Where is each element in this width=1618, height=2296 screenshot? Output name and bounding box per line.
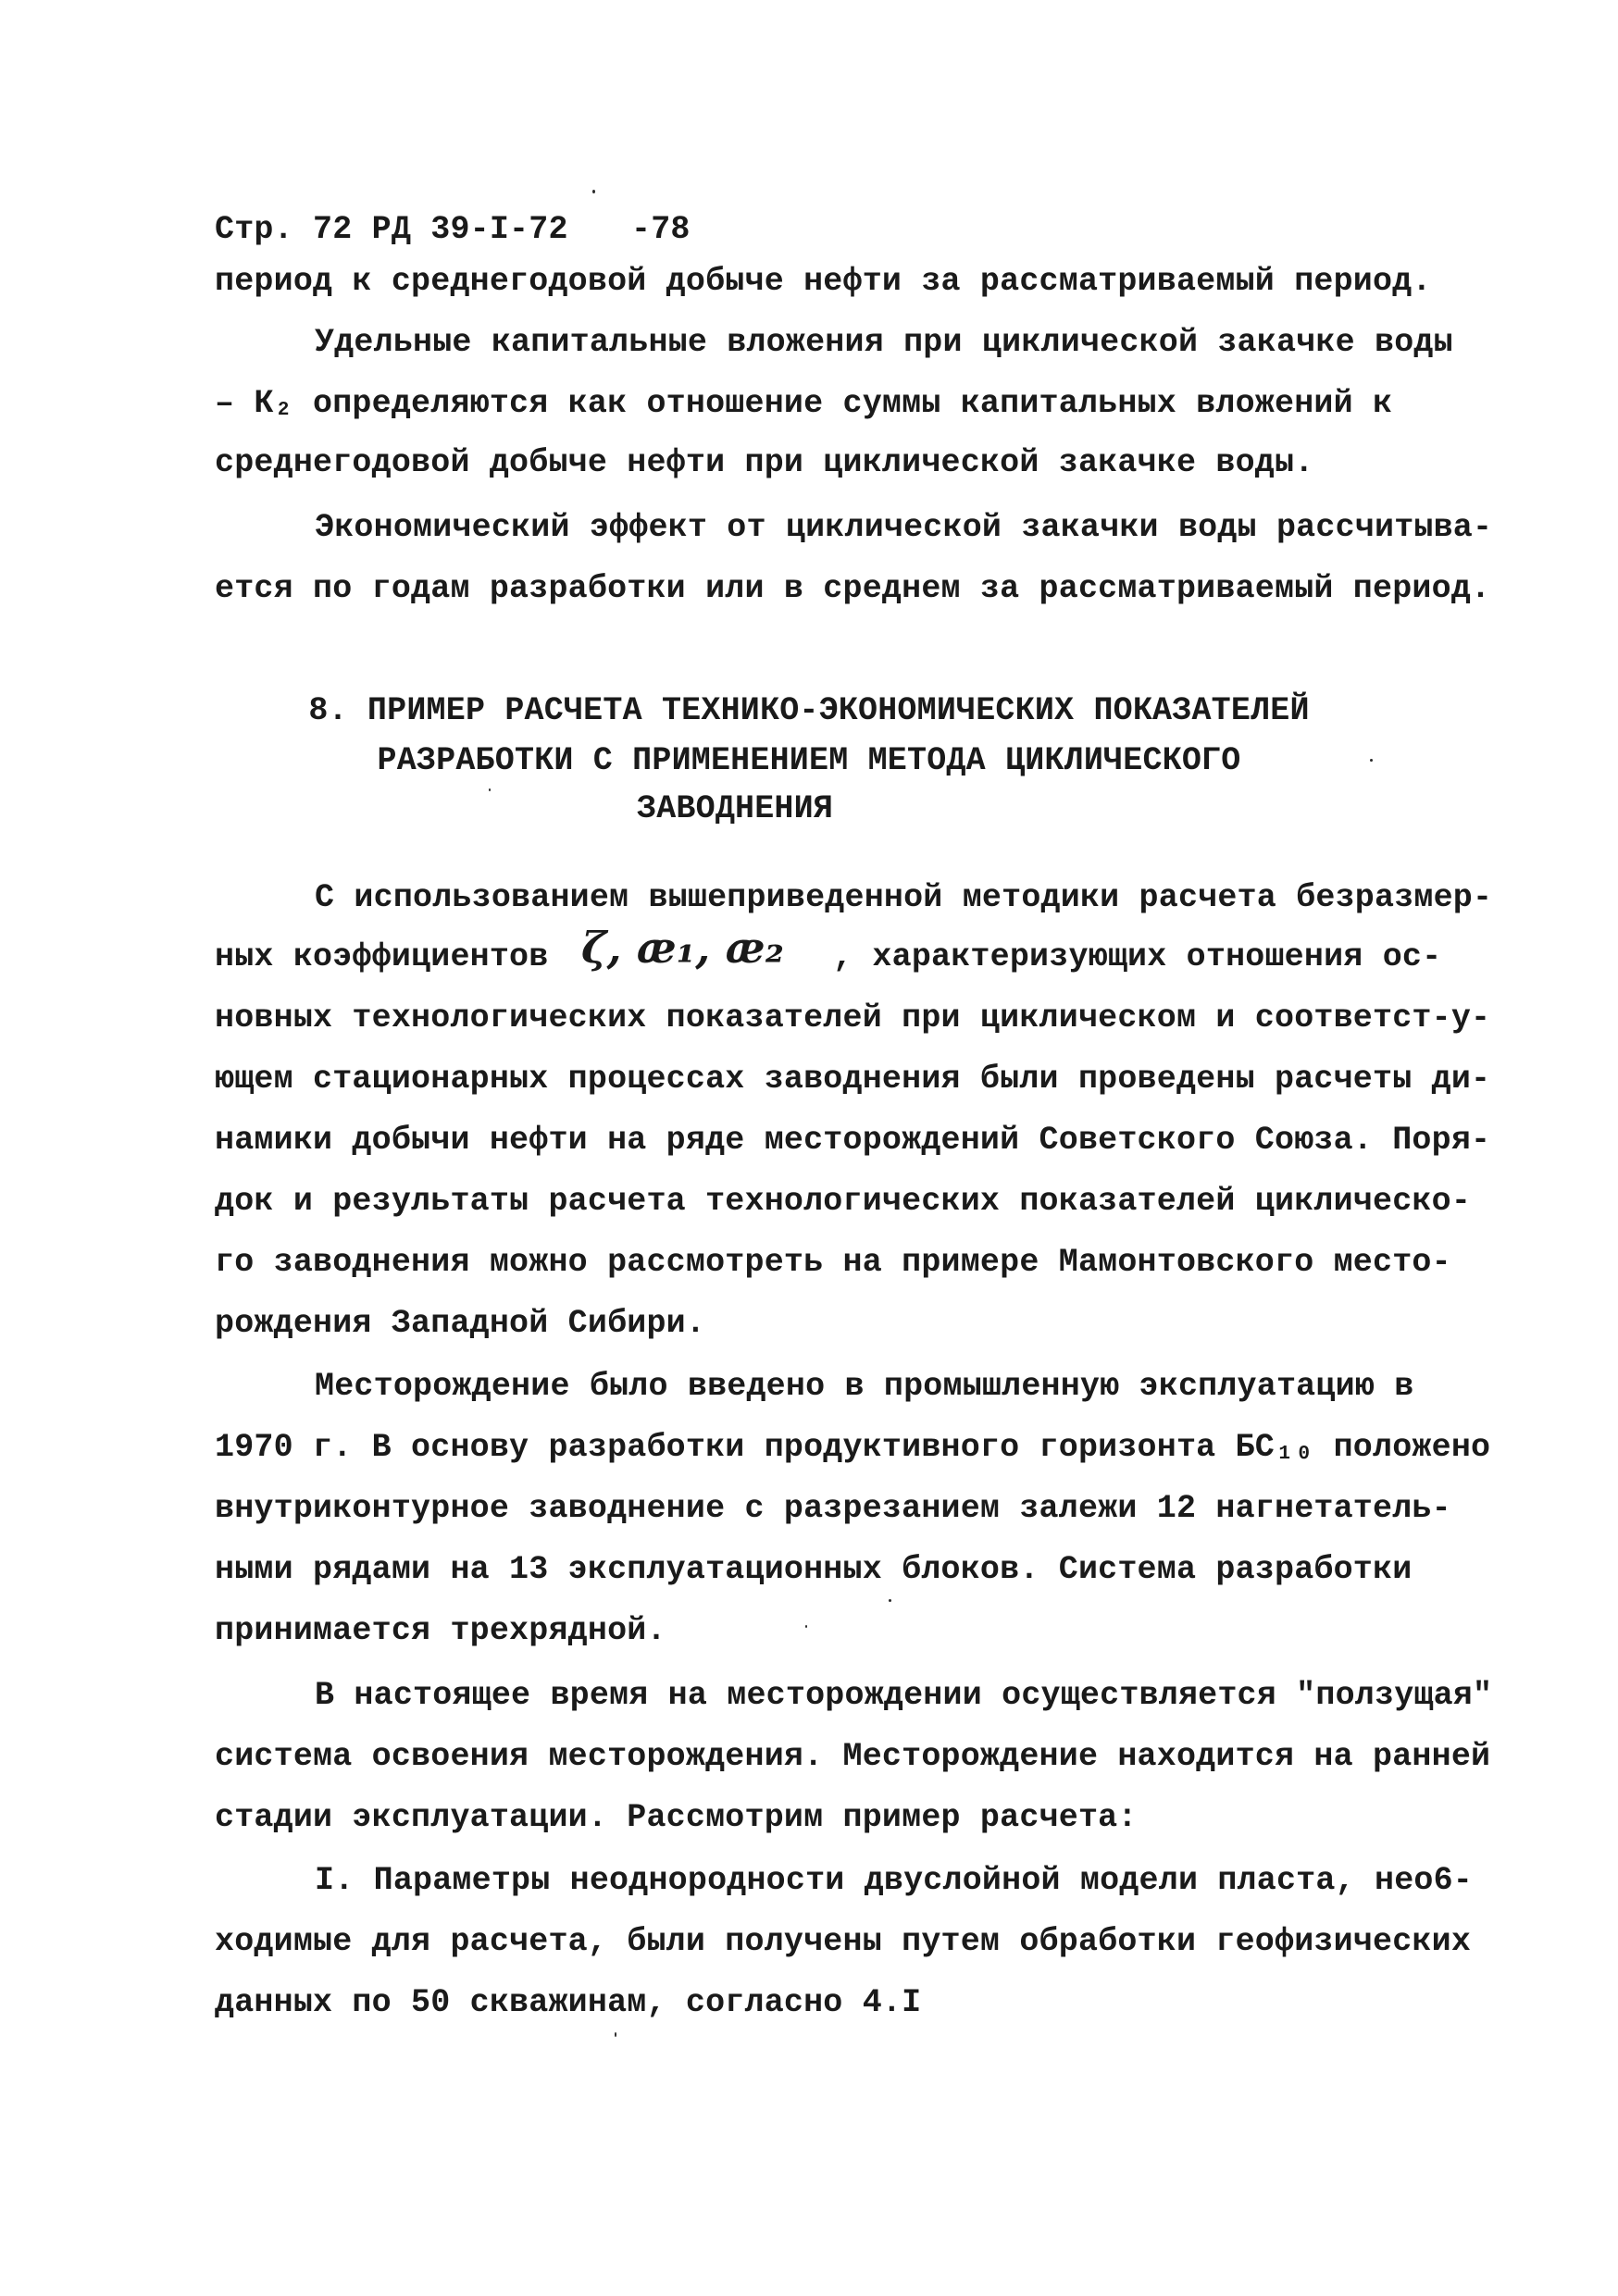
text-line: – К₂ определяются как отношение суммы капитальных вложений к — [215, 385, 1393, 422]
scan-speck — [592, 190, 595, 193]
page-header-left: Стр. 72 РД 39-I-72 — [215, 211, 568, 248]
text-line: ными рядами на 13 эксплуатационных блоков. Система разработки — [215, 1551, 1413, 1588]
text-line: система освоения месторождения. Месторождение находится на ранней — [215, 1738, 1491, 1775]
section-title-line-1: 8. ПРИМЕР РАСЧЕТА ТЕХНИКО-ЭКОНОМИЧЕСКИХ ПОКАЗАТЕЛЕЙ — [308, 692, 1310, 729]
text-line: период к среднегодовой добыче нефти за рассматриваемый период. — [215, 263, 1432, 300]
text-line: Экономический эффект от циклической закачки воды рассчитыва- — [315, 509, 1493, 546]
section-title-line-3: ЗАВОДНЕНИЯ — [637, 790, 834, 827]
text-line: В настоящее время на месторождении осуществляется "ползущая" — [315, 1677, 1493, 1714]
text-line: стадии эксплуатации. Рассмотрим пример расчета: — [215, 1799, 1138, 1836]
page-header-right: -78 — [631, 211, 691, 248]
scan-speck — [805, 1625, 807, 1628]
text-line: док и результаты расчета технологических показателей циклическо- — [215, 1183, 1472, 1220]
scan-speck — [489, 788, 491, 791]
text-line: 1970 г. В основу разработки продуктивного горизонта БС₁₀ положено — [215, 1429, 1491, 1466]
scan-speck — [889, 1599, 891, 1602]
text-line: С использованием вышеприведенной методики расчета безразмер- — [315, 879, 1493, 916]
text-line: го заводнения можно рассмотреть на примере Мамонтовского место- — [215, 1244, 1451, 1281]
text-line: внутриконтурное заводнение с разрезанием залежи 12 нагнетатель- — [215, 1490, 1451, 1527]
scan-speck — [615, 2032, 616, 2037]
text-line: Месторождение было введено в промышленную эксплуатацию в — [315, 1368, 1414, 1405]
text-line: данных по 50 скважинам, согласно 4.I — [215, 1984, 922, 2021]
section-title-line-2: РАЗРАБОТКИ С ПРИМЕНЕНИЕМ МЕТОДА ЦИКЛИЧЕСКОГО — [377, 742, 1241, 779]
text-line: ется по годам разработки или в среднем за рассматриваемый период. — [215, 570, 1491, 607]
text-line: рождения Западной Сибири. — [215, 1305, 706, 1342]
text-line: I. Параметры неоднородности двуслойной модели пласта, нео6- — [315, 1862, 1474, 1899]
text-line: ных коэффициентов — [215, 938, 549, 975]
text-line: Удельные капитальные вложения при циклической закачке воды — [315, 324, 1453, 361]
coefficients-formula: ζ, æ₁, æ₂ — [581, 923, 785, 973]
text-line: принимается трехрядной. — [215, 1612, 666, 1649]
text-line: ющем стационарных процессах заводнения были проведены расчеты ди- — [215, 1061, 1491, 1098]
text-line: новных технологических показателей при циклическом и соответст-у- — [215, 999, 1491, 1036]
text-line: ходимые для расчета, были получены путем обработки геофизических — [215, 1923, 1472, 1960]
scan-speck — [1370, 759, 1373, 762]
text-line: среднегодовой добыче нефти при циклической закачке воды. — [215, 444, 1314, 481]
text-line: , характеризующих отношения ос- — [833, 938, 1442, 975]
text-line: намики добычи нефти на ряде месторождений Советского Союза. Поря- — [215, 1122, 1491, 1159]
